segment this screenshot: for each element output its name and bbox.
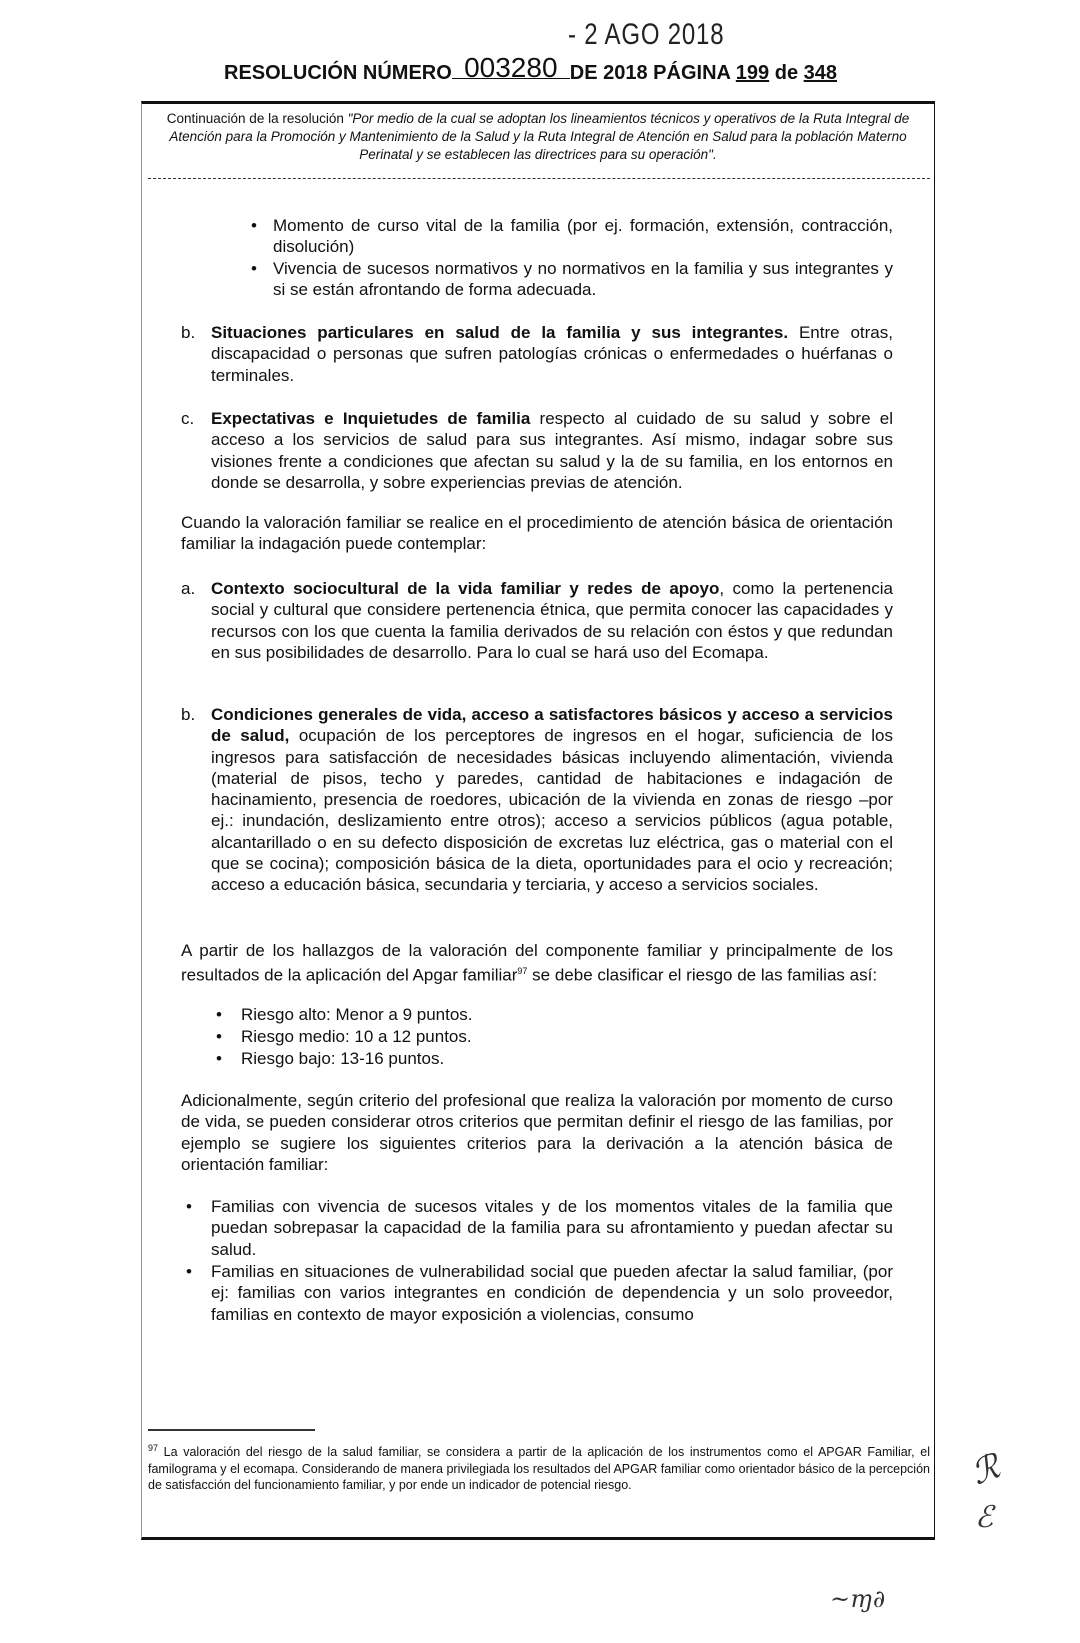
date-stamp: - 2 AGO 2018 [568, 18, 725, 51]
item-label: b. [181, 705, 196, 724]
list-item [211, 322, 893, 386]
subheader [148, 110, 928, 164]
item-label: b. [181, 323, 196, 342]
handwritten-signature: ~ɱ∂ [830, 1585, 886, 1613]
footnote-number: 97 [148, 1443, 159, 1453]
title-mid: DE 2018 PÁGINA [569, 62, 731, 84]
page-title [224, 52, 838, 85]
total-pages: 348 [803, 62, 838, 84]
risk-level: Riesgo medio: 10 a 12 puntos. [241, 1027, 472, 1046]
item-heading: Condiciones generales de vida, acceso a satisfactores básicos y acceso a servicios de salud, [211, 705, 893, 746]
paragraph: Adicionalmente, según criterio del profesional que realiza la valoración por momento de curso de vida, se pueden considerar otros criterios que permitan definir el riesgo de las familias, por ejemplo se sugiere los siguientes criterios para la derivación a la atención básica de orientación familiar: [181, 1091, 893, 1174]
footnote-ref: 97 [517, 966, 528, 977]
list-item: Vivencia de sucesos normativos y no normativos en la familia y sus integrantes y si se están afrontando de forma adecuada. [273, 259, 893, 300]
item-heading: Expectativas e Inquietudes de familia [211, 409, 531, 428]
bullet: • [216, 1027, 222, 1046]
list-item [211, 704, 893, 896]
resolution-number: 003280 [452, 58, 570, 79]
initials-signature: ℛ [965, 1446, 1006, 1494]
risk-level: Riesgo alto: Menor a 9 puntos. [241, 1005, 473, 1024]
footnote-divider [148, 1429, 315, 1431]
footnote-text: La valoración del riesgo de la salud familiar, se considera a partir de la aplicación de los instrumentos como el APGAR Familiar, el familograma y el ecomapa. Considerando de manera privilegiada los resultados del APGAR familiar como orientador básico de la percepción de satisfacción del funcionamiento familiar, y por ende un indicador de potencial riesgo. [148, 1445, 930, 1493]
initials-signature: ℰ [975, 1500, 994, 1535]
bullet: • [186, 1197, 192, 1216]
list-item: Familias con vivencia de sucesos vitales y de los momentos vitales de la familia que puedan sobrepasar la capacidad de la familia para su afrontamiento y puedan afectar su salud. [211, 1197, 893, 1259]
item-text: Entre otras, discapacidad o personas que sufren patologías crónicas o enfermedades o huérfanas o terminales. [211, 323, 893, 385]
list-item [211, 408, 893, 493]
paragraph-text: se debe clasificar el riesgo de las familias así: [527, 965, 878, 985]
item-label: a. [181, 579, 196, 598]
list-item: Familias en situaciones de vulnerabilidad social que pueden afectar la salud familiar, (por ej: familias con varios integrantes en condición de dependencia y un solo proveedor, familias en contexto de mayor exposición a violencias, consumo [211, 1262, 893, 1324]
paragraph-text: A partir de los hallazgos de la valoración del componente familiar y principalmente de los resultados de la aplicación del Apgar familiar [181, 941, 893, 985]
item-text: ocupación de los perceptores de ingresos en el hogar, suficiencia de los ingresos para satisfacción de necesidades básicas incluyendo alimentación, vivienda (material de pisos, techo y paredes, cantidad de habitaciones e indagación de hacinamiento, presencia de roedores, ubicación de la vivienda en zonas de riesgo –por ej.: inundación, deslizamiento entre otros); acceso a servicios públicos (agua potable, alcantarillado o en su defecto disposición de excretas luz eléctrica, gas o material con el que se cocina); composición básica de la dieta, oportunidades para el ocio y recreación; acceso a educación básica, secundaria y terciaria, y acceso a servicios sociales. [211, 726, 893, 895]
page-sep: de [774, 62, 799, 84]
footnote [148, 1440, 930, 1494]
page-number: 199 [735, 62, 770, 84]
subheader-prefix: Continuación de la resolución [166, 111, 348, 126]
bullet: • [216, 1005, 222, 1024]
title-prefix: RESOLUCIÓN NÚMERO [224, 62, 452, 84]
item-text: , como la pertenencia social y cultural que considere pertenencia étnica, que permita conocer las capacidades y recursos con los que cuenta la familia derivados de su relación con éstos y que redundan en sus posibilidades de desarrollo. Para lo cual se hará uso del Ecomapa. [211, 579, 893, 662]
item-text: respecto al cuidado de su salud y sobre el acceso a los servicios de salud para sus integrantes. Así mismo, indagar sobre sus visiones frente a condiciones que afectan su salud y la de su familia, en los entornos en donde se desarrolla, y sobre experiencias previas de atención. [211, 409, 893, 492]
list-item [211, 578, 893, 663]
paragraph [181, 940, 893, 986]
subheader-italic: "Por medio de la cual se adoptan los lineamientos técnicos y operativos de la Ruta Integral de Atención para la Promoción y Mantenimiento de la Salud y la Ruta Integral de Atención en Salud para la población Materno Perinatal y se establecen las directrices para su operación". [169, 111, 910, 162]
item-heading: Situaciones particulares en salud de la familia y sus integrantes. [211, 323, 789, 342]
bullet: • [186, 1262, 192, 1281]
bullet: • [251, 216, 257, 235]
bullet: • [216, 1049, 222, 1068]
risk-level: Riesgo bajo: 13-16 puntos. [241, 1049, 445, 1068]
bullet: • [251, 259, 257, 278]
list-item: Momento de curso vital de la familia (por ej. formación, extensión, contracción, disolución) [273, 216, 893, 257]
item-heading: Contexto sociocultural de la vida familiar y redes de apoyo [211, 579, 720, 598]
item-label: c. [181, 409, 195, 428]
paragraph: Cuando la valoración familiar se realice en el procedimiento de atención básica de orientación familiar la indagación puede contemplar: [181, 513, 893, 554]
divider [148, 178, 930, 179]
